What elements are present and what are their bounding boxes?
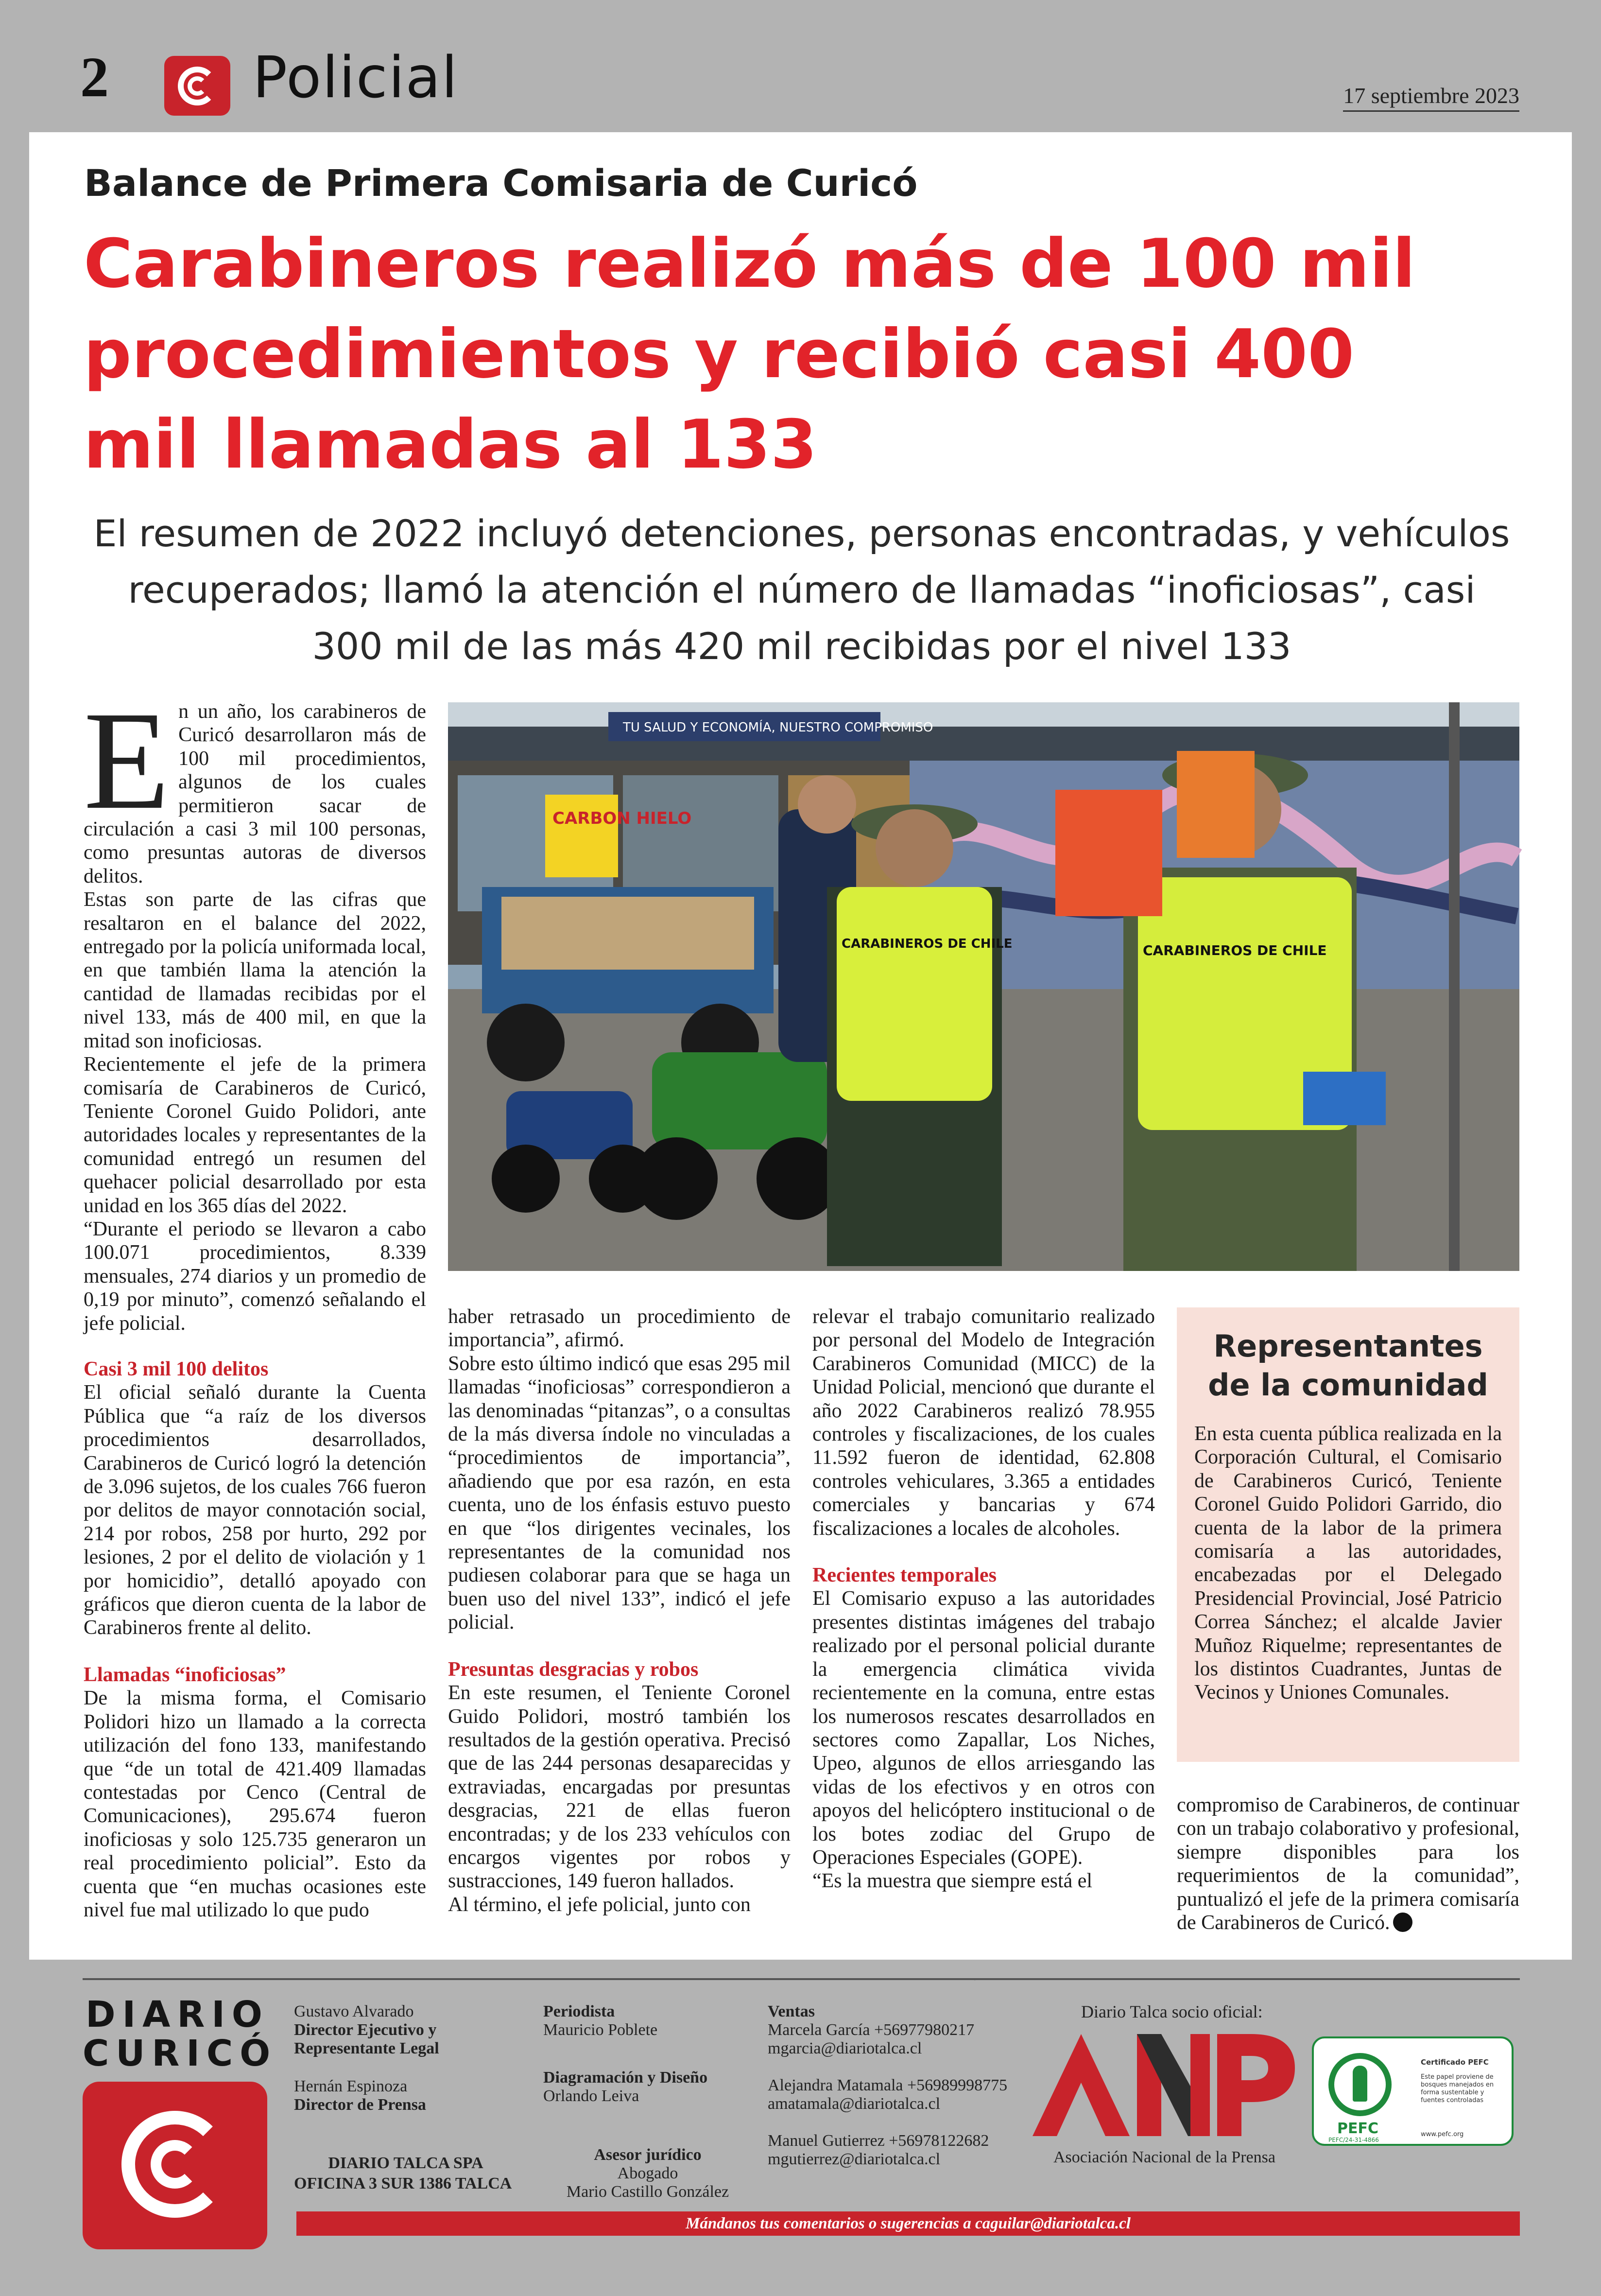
article-column-4 — [1177, 1793, 1519, 1934]
credit-name: Mauricio Poblete — [543, 2021, 658, 2039]
anp-logo — [1023, 2029, 1305, 2139]
paragraph: Recientemente el jefe de la primera comisaría de Carabineros de Curicó, Teniente Coronel Guido Polidori, ante autoridades locales y representantes de la comunidad entregó un resumen del quehacer policial desarrollado por esta unidad en los 365 días del 2022. — [84, 1053, 426, 1217]
subheading: Llamadas “inoficiosas” — [84, 1663, 286, 1686]
diario-curico-logo — [164, 56, 230, 116]
pefc-mark: PEFC — [1337, 2120, 1378, 2137]
paragraph: El oficial señaló durante la Cuenta Pública que “a raíz de los diversos procedimientos desarrollados, Carabineros de Curicó logró la detención de 3.096 sujetos, de los cuales 766 fueron por delitos de mayor connotación social, 214 por robos, 258 por hurto, 292 por lesiones, 2 por el delito de violación y 1 por homicidio”, detalló apoyado con gráficos que dieron cuenta de la labor de Carabineros frente al delito. — [84, 1381, 426, 1639]
credit-label: Diagramación y Diseño — [543, 2069, 708, 2087]
paragraph: relevar el trabajo comunitario realizado por personal del Modelo de Integración Carabineros Comunidad (MICC) de la Unidad Policial, mencionó que durante el año 2022 Carabineros realizó 78.955 controles y fiscalizaciones, de los cuales 11.592 fueron de identidad, 62.808 controles vehiculares, 3.365 a entidades comerciales y bancarias y 674 fiscalizaciones a locales de alcoholes. — [812, 1305, 1155, 1540]
paragraph: haber retrasado un procedimiento de importancia”, afirmó. — [448, 1305, 791, 1352]
footer-staff — [294, 2002, 517, 2114]
sidebar-title: Representantes de la comunidad — [1208, 1328, 1488, 1403]
paragraph: compromiso de Carabineros, de continuar con un trabajo colaborativo y profesional, siempre disponibles para los requerimientos de la comunidad”, puntualizó el jefe de la primera comisaría de Carabineros de Curicó. — [1177, 1794, 1519, 1934]
subheading: Casi 3 mil 100 delitos — [84, 1358, 269, 1380]
feedback-bar: Mándanos tus comentarios o sugerencias a caguilar@diariotalca.cl — [296, 2211, 1520, 2236]
staff-role: Director Ejecutivo y Representante Legal — [294, 2021, 439, 2057]
section-title: Policial — [253, 44, 459, 111]
ventas-label: Ventas — [768, 2002, 815, 2020]
credit-name: Mario Castillo González — [566, 2183, 729, 2201]
paragraph: Al término, el jefe policial, junto con — [448, 1893, 751, 1916]
anp-caption: Asociación Nacional de la Prensa — [1053, 2148, 1275, 2166]
staff-role: Director de Prensa — [294, 2096, 426, 2114]
end-mark-icon — [1393, 1913, 1412, 1932]
socio-label: Diario Talca socio oficial: — [1081, 2002, 1263, 2021]
paragraph: Estas son parte de las cifras que resaltaron en el balance del 2022, entregado por la policía uniformada local, en que también llama la atención la cantidad de llamadas recibidas por el nivel 133, más de 400 mil, en que la mitad son inoficiosas. — [84, 888, 426, 1052]
footer-rule — [83, 1978, 1520, 1980]
vest-label-2: CARABINEROS DE CHILE — [1143, 942, 1327, 958]
footer-company — [294, 2153, 517, 2194]
paragraph: n un año, los carabineros de Curicó desarrollaron más de 100 mil procedimientos, algunos de los cuales permitieron sacar de circulación a casi 3 mil 100 personas, como presuntas autoras de diversos delitos. — [84, 700, 426, 887]
company-address: OFICINA 3 SUR 1386 TALCA — [294, 2174, 512, 2192]
article-photo — [448, 702, 1519, 1271]
pefc-tree-icon — [1328, 2053, 1392, 2116]
sidebar-body: En esta cuenta pública realizada en la Corporación Cultural, el Comisario de Carabineros Curicó, Teniente Coronel Guido Polidori Garrido, dio cuenta de la labor de la primera comisaría a las autoridades, encabezadas por el Delegado Presidencial Provincial, José Patricio Correa Sánchez; el alcalde Javier Muñoz Riquelme; representantes de los distintos Cuadrantes, Juntas de Vecinos y Uniones Comunales. — [1194, 1423, 1502, 1704]
pefc-url: www.pefc.org — [1421, 2131, 1464, 2138]
pefc-text: Este papel proviene de bosques manejados en forma sustentable y fuentes controladas — [1421, 2073, 1494, 2104]
photo-sign-text: CARBON HIELO — [552, 809, 692, 828]
page-number: 2 — [80, 45, 109, 109]
paragraph: Sobre esto último indicó que esas 295 mil llamadas “inoficiosas” correspondieron a las denominadas “pitanzas”, o a consultas de la más diversa índole no vinculadas a “procedimientos de importancia”, añadiendo que por esa razón, en esta cuenta, uno de los énfasis estuvo puesto en que “los dirigentes vecinales, los representantes de la comunidad nos pudiesen colaborar para que se haga un buen uso del nivel 133”, indicó el jefe policial. — [448, 1352, 791, 1634]
paragraph: En este resumen, el Teniente Coronel Guido Polidori, mostró también los resultados de la gestión operativa. Precisó que de las 244 personas desaparecidas y extraviadas, encargadas por presuntas desgracias, 221 de ellas fueron encontradas; y de los 233 vehículos con encargos vigentes por robos y sustracciones, 149 fueron hallados. — [448, 1682, 791, 1893]
pefc-cert: Certificado PEFC — [1421, 2058, 1489, 2067]
paragraph: De la misma forma, el Comisario Polidori hizo un llamado a la correcta utilización del fono 133, manifestando que “de un total de 421.409 llamadas contestadas por Cenco (Central de Comunicaciones), 295.674 fueron inoficiosas y solo 125.735 generaron un real procedimiento policial”. Esto da cuenta que “en muchas ocasiones este nivel fue mal utilizado lo que pudo — [84, 1687, 426, 1921]
footer-legal — [543, 2146, 752, 2201]
paragraph: “Es la muestra que siempre está el — [812, 1870, 1093, 1893]
subheading: Recientes temporales — [812, 1564, 997, 1587]
pefc-code: PEFC/24-31-4866 — [1328, 2137, 1379, 2143]
article-column-1 — [84, 682, 426, 1335]
subheading: Presuntas desgracias y robos — [448, 1658, 699, 1681]
article-subhead: El resumen de 2022 incluyó detenciones, personas encontradas, y vehículos recuperados; llamó la atención el número de llamadas “inoficiosas”, casi 300 mil de las más 420 mil recibidas por el nivel 133 — [93, 512, 1510, 668]
article-kicker: Balance de Primera Comisaria de Curicó — [84, 161, 918, 205]
credit-role: Abogado — [617, 2164, 678, 2182]
paragraph: “Durante el periodo se llevaron a cabo 100.071 procedimientos, 8.339 mensuales, 274 diarios y un promedio de 0,19 por minuto”, comenzó señalando el jefe policial. — [84, 1218, 426, 1335]
credit-label: Periodista — [543, 2002, 615, 2020]
footer-brand — [83, 1994, 277, 2249]
company-name: DIARIO TALCA SPA — [328, 2154, 483, 2172]
footer-credits — [543, 2002, 752, 2105]
staff-name: Hernán Espinoza — [294, 2077, 408, 2095]
ventas-email: amatamala@diariotalca.cl — [768, 2095, 941, 2113]
vest-label-1: CARABINEROS DE CHILE — [842, 937, 1013, 951]
ventas-contact: Marcela García +56977980217 — [768, 2021, 975, 2039]
ventas-contact: Alejandra Matamala +56989998775 — [768, 2076, 1008, 2094]
ventas-email: mgarcia@diariotalca.cl — [768, 2039, 922, 2057]
credit-label: Asesor jurídico — [594, 2146, 702, 2164]
brand-name-line2: CURICÓ — [83, 2033, 277, 2074]
sidebar-box — [1177, 1307, 1519, 1762]
paragraph: El Comisario expuso a las autoridades presentes distintas imágenes del trabajo realizado por el personal policial durante la emergencia climática vivida recientemente en la comuna, entre estas los numerosos rescates desarrollados en sectores como Zapallar, Los Niches, Upeo, algunos de ellos arriesgando las vidas de los efectivos y en otros con apoyos del helicóptero institucional o de los botes zodiac del Grupo de Operaciones Especiales (GOPE). — [812, 1587, 1155, 1869]
footer-ventas — [768, 2002, 1040, 2169]
diario-curico-large-logo — [83, 2082, 267, 2249]
carabineros-photo-illustration — [448, 702, 1519, 1271]
pefc-badge — [1312, 2036, 1514, 2146]
article-column-3 — [812, 1305, 1155, 1893]
ventas-contact: Manuel Gutierrez +56978122682 — [768, 2132, 989, 2150]
ventas-email: mgutierrez@diariotalca.cl — [768, 2150, 941, 2168]
dropcap-letter: E — [84, 682, 170, 838]
staff-name: Gustavo Alvarado — [294, 2002, 414, 2020]
article-column-2 — [448, 1305, 791, 1916]
article-column-1-lower — [84, 1357, 426, 1922]
issue-date: 17 septiembre 2023 — [1343, 83, 1519, 112]
credit-name: Orlando Leiva — [543, 2087, 639, 2105]
brand-name-line1: DIARIO — [86, 1994, 269, 2035]
article-headline: Carabineros realizó más de 100 mil procedimientos y recibió casi 400 mil llamadas al 133 — [84, 225, 1416, 484]
building-banner: TU SALUD Y ECONOMÍA, NUESTRO COMPROMISO — [623, 720, 933, 735]
